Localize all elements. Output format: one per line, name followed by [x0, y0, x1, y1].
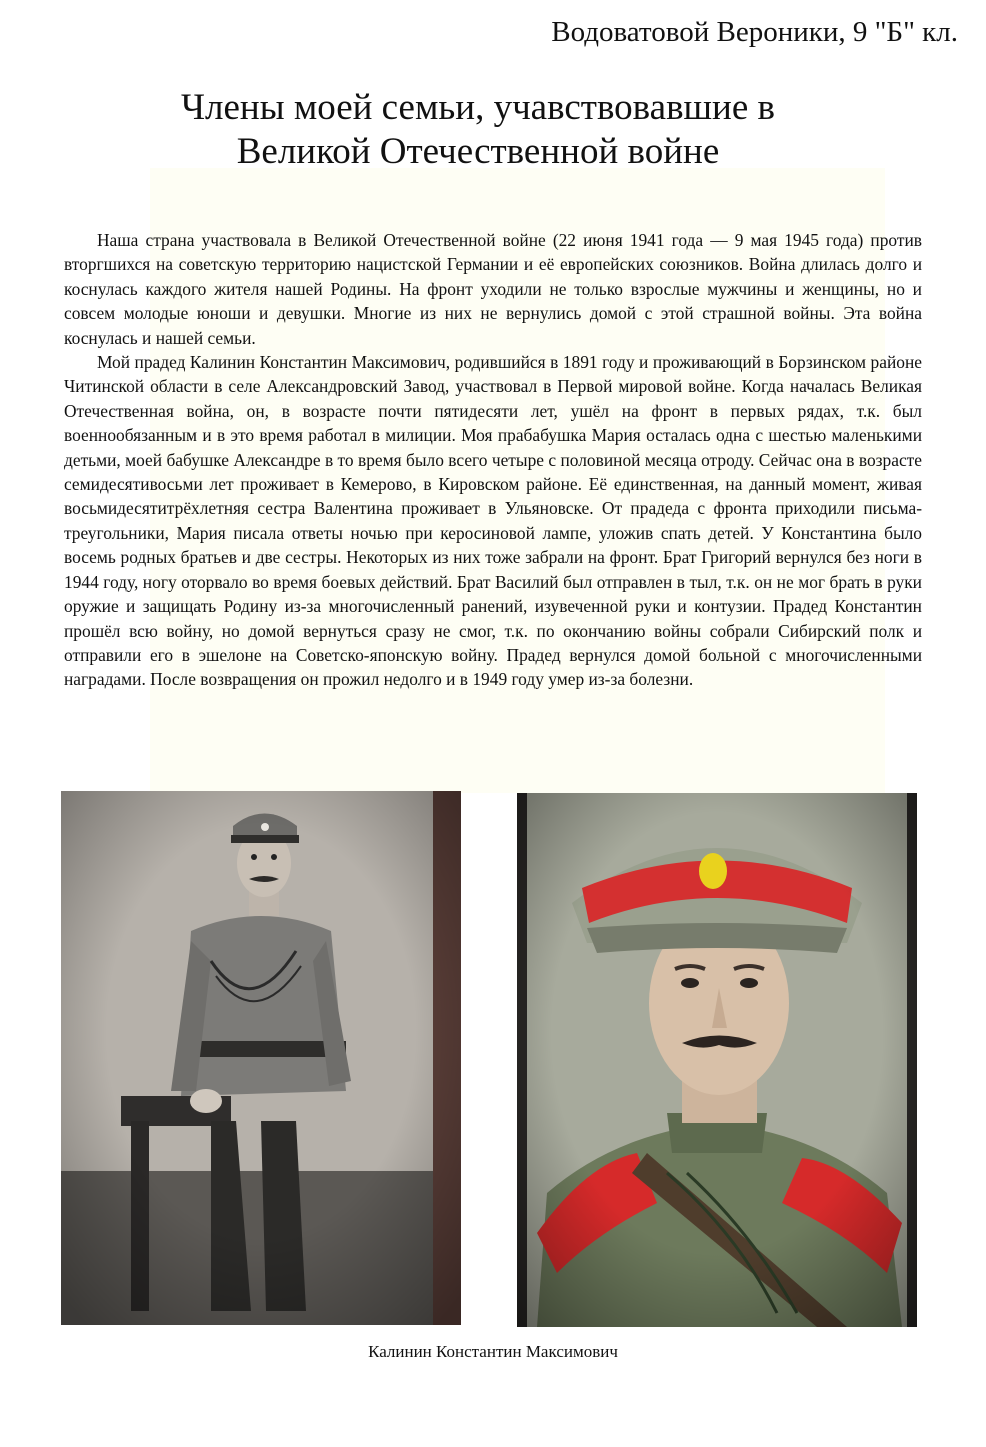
- paragraph-1: Наша страна участвовала в Великой Отечественной войне (22 июня 1941 года — 9 мая 1945 года) против вторгшихся на советскую территорию нацистской Германии и её европейских союзников. Война длилась долго и коснулась каждого жителя нашей Родины. На фронт уходили не только взрослые мужчины и женщины, но и совсем молодые юноши и девушки. Многие из них не вернулись домой с этой страшной войны. Эта война коснулась и нашей семьи.: [64, 230, 922, 348]
- photo-caption: Калинин Константин Максимович: [368, 1342, 618, 1361]
- title-line-2: Великой Отечественной войне: [236, 131, 720, 172]
- paragraph-2: Мой прадед Калинин Константин Максимович, родившийся в 1891 году и проживающий в Борзинском районе Читинской области в селе Александровский Завод, участвовал в Первой мировой войне. Когда началась Великая Отечественная война, он, в возрасте почти пятидесяти лет, ушёл на фронт в первых рядах, т.к. был военнообязанным и в это время работал в милиции. Моя прабабушка Мария осталась одна с шестью маленькими детьми, моей бабушке Александре в то время было всего четыре с половиной месяца отроду. Сейчас она в возрасте семидесятивосьми лет проживает в Кемерово, в Кировском районе. Её единственная, на данный момент, живая восьмидесятитрёхлетняя сестра Валентина проживает в Ульяновске. От прадеда с фронта приходили письма-треугольники, Мария писала ответы ночью при керосиновой лампе, уложив спать детей. У Константина было восемь родных братьев и две сестры. Некоторых из них тоже забрали на фронт. Брат Григорий вернулся без ноги в 1944 году, ногу оторвало во время боевых действий. Брат Василий был отправлен в тыл, т.к. он не мог брать в руки оружие и защищать Родину из-за многочисленный ранений, изувеченной руки и контузии. Прадед Константин прошёл всю войну, но домой вернуться сразу не смог, т.к. по окончанию войны собрали Сибирский полк и отправили его в эшелоне на Советско-японскую войну. Прадед вернулся домой больной с многочисленными наградами. После возвращения он прожил недолго и в 1949 году умер из-за болезни.: [64, 352, 922, 690]
- title-line-1: Члены моей семьи, учавствовавшие в: [181, 87, 775, 128]
- colored-bust-portrait-photo: [517, 793, 917, 1327]
- page-title: [0, 86, 986, 174]
- author-line: Водоватовой Вероники, 9 "Б" кл.: [551, 16, 958, 48]
- article-body: [64, 228, 922, 692]
- full-length-portrait-photo: [61, 791, 461, 1325]
